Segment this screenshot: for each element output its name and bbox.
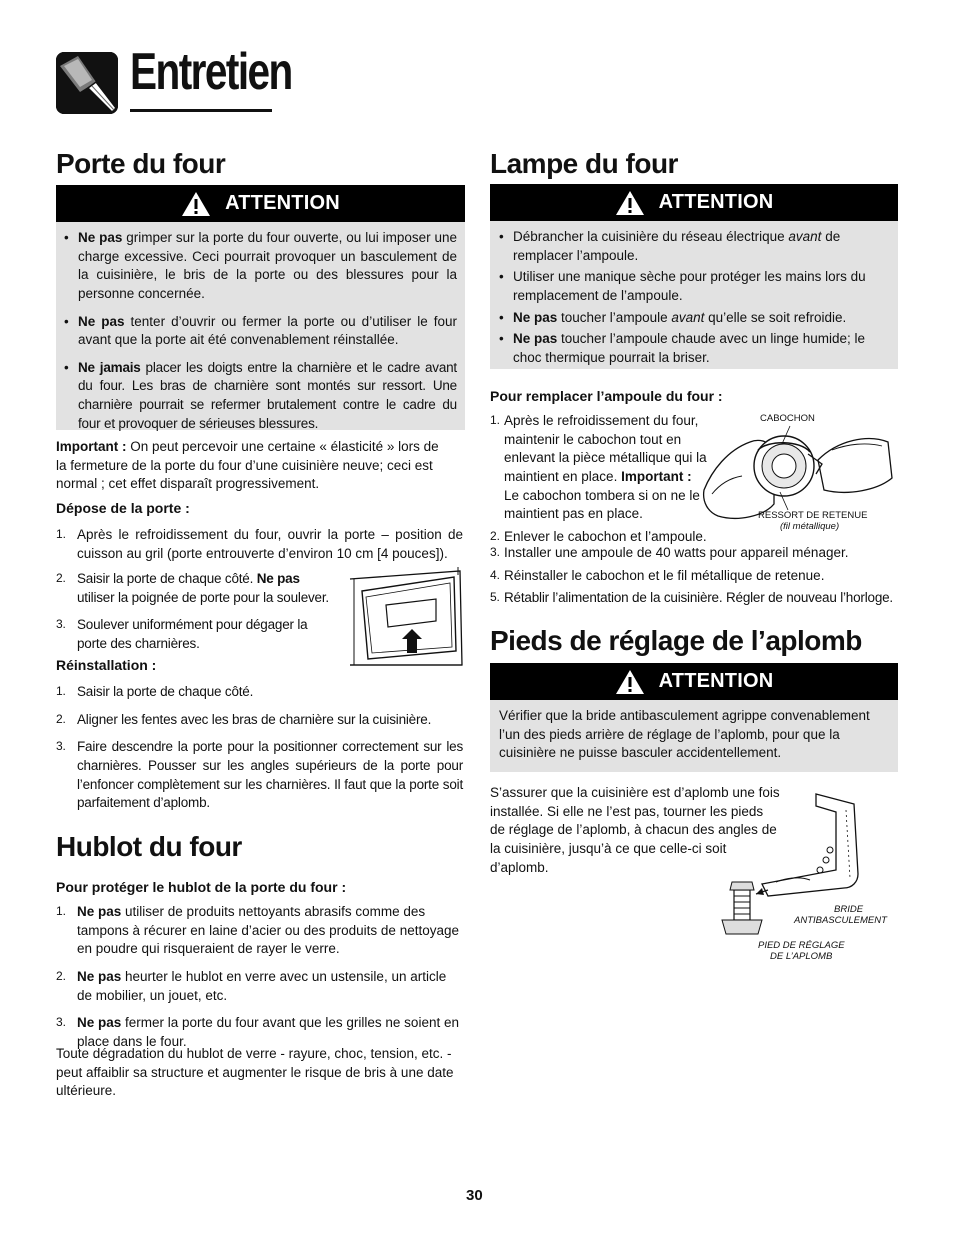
screwdriver-icon (56, 52, 118, 114)
label-bride: BRIDE (834, 904, 864, 915)
page-title: Entretien (130, 43, 292, 101)
attention-box-pieds (490, 700, 898, 772)
heading-hublot-du-four: Hublot du four (56, 831, 242, 862)
page-number: 30 (466, 1187, 483, 1204)
list-item: 2. Ne pas heurter le hublot en verre avec un ustensile, un article de mobilier, un jouet, etc. (56, 968, 447, 1003)
depose-steps (56, 526, 463, 572)
heading-remplacer-ampoule: Pour remplacer l’ampoule du four : (490, 388, 723, 404)
attention-bar-pieds (490, 663, 898, 700)
warning-list (64, 229, 457, 433)
list-item: • Utiliser une manique sèche pour protéger les mains lors du remplacement de l’ampoule. (499, 268, 890, 305)
list-item: • Ne pas grimper sur la porte du four ouverte, ou lui imposer une charge excessive. Ceci pourrait provoquer un basculement de la cuisinière, le bris de la porte ou des blessures pour la personne concernée. (64, 229, 457, 304)
oven-door-illustration (340, 567, 466, 669)
depose-steps-continued (56, 570, 340, 663)
attention-box-lampe (490, 221, 898, 369)
list-item: 1. Ne pas utiliser de produits nettoyants abrasifs comme des tampons à récurer en laine d’acier ou des produits de nettoyage en poudre qui risqueraient de rayer le verre. (56, 904, 459, 957)
hublot-closing: Toute dégradation du hublot de verre - rayure, choc, tension, etc. - peut affaiblir sa structure et augmenter le risque de bris à une date ultérieure. (56, 1046, 454, 1099)
warning-icon (181, 191, 211, 217)
warning-icon (615, 190, 645, 216)
list-item: 5. Rétablir l’alimentation de la cuisinière. Régler de nouveau l’horloge. (490, 590, 893, 606)
attention-bar-porte (56, 185, 465, 222)
attention-label: ATTENTION (658, 190, 774, 213)
list-item: 4. Réinstaller le cabochon et le fil métallique de retenue. (490, 567, 825, 583)
label-cabochon: CABOCHON (760, 413, 815, 424)
hublot-steps (56, 903, 463, 1060)
list-item: 1. Après le refroidissement du four, ouvrir la porte – position de cuisson au gril (porte entrouverte d’environ 10 cm [4 pouces]). (56, 527, 463, 561)
list-item: 2. Enlever le cabochon et l’ampoule. (490, 528, 707, 544)
heading-reinstallation: Réinstallation : (56, 657, 157, 673)
list-item: 1. Après le refroidissement du four, maintenir le cabochon tout en enlevant la pièce métallique qui la maintient en place. Important : Le cabochon tombera si on ne le maintient pas en place. (490, 413, 707, 522)
attention-label: ATTENTION (658, 669, 774, 692)
heading-porte-du-four: Porte du four (56, 148, 226, 179)
important-note: Important : On peut percevoir une certaine « élasticité » lors de la fermeture de la porte du four d’une cuisinière neuve; ceci est normal ; cet effet disparaît progressivement. (56, 439, 439, 492)
heading-lampe-du-four: Lampe du four (490, 148, 678, 179)
reinstallation-steps (56, 683, 463, 822)
label-de-l-aplomb: DE L’APLOMB (770, 951, 833, 962)
list-item: 3. Soulever uniformément pour dégager la porte des charnières. (56, 617, 308, 651)
warning-text: Vérifier que la bride antibasculement agrippe convenablement l’un des pieds arrière de réglage de l’aplomb, pour que la cuisinière ne puisse basculer accidentellement. (499, 708, 870, 761)
heading-pieds-reglage: Pieds de réglage de l’aplomb (490, 625, 862, 656)
title-underline (130, 109, 272, 112)
list-item: • Ne pas tenter d’ouvrir ou fermer la porte ou d’utiliser le four avant que la porte ait été convenablement réinstallée. (64, 313, 457, 350)
warning-list (499, 228, 890, 367)
list-item: 3. Ne pas fermer la porte du four avant que les grilles ne soient en place dans le four. (56, 1015, 459, 1049)
list-item: 3. Installer une ampoule de 40 watts pour appareil ménager. (490, 545, 849, 560)
list-item: • Débrancher la cuisinière du réseau électrique avant de remplacer l’ampoule. (499, 228, 890, 265)
label-ressort: RESSORT DE RETENUE (758, 510, 868, 521)
list-item: • Ne pas toucher l’ampoule chaude avec un linge humide; le choc thermique pourrait la briser. (499, 330, 890, 367)
lampe-steps (490, 412, 708, 550)
attention-bar-lampe (490, 184, 898, 221)
heading-proteger-hublot: Pour protéger le hublot de la porte du four : (56, 879, 347, 895)
list-item: 3. Faire descendre la porte pour la positionner correctement sur les charnières. Pousser sur les angles supérieurs de la porte pour l’enfoncer complètement sur les charnières. Il faut que la porte soit parfaitement d’aplomb. (56, 739, 463, 811)
attention-box-porte (56, 222, 465, 430)
list-item: • Ne jamais placer les doigts entre la charnière et le cadre avant du four. Les bras de charnière sont montés sur ressort. Une charnière pourrait se refermer brutalement contre le cadre du four et provoquer de sérieuses blessures. (64, 359, 457, 434)
pieds-body: S’assurer que la cuisinière est d’aplomb une fois installée. Si elle ne l’est pas, tourner les pieds de réglage de l’aplomb, à chacun des angles de la cuisinière, jusqu’à ce que celle-ci soit d’aplomb. (490, 785, 780, 875)
list-item: 2. Saisir la porte de chaque côté. Ne pas utiliser la poignée de porte pour la soulever. (56, 571, 329, 605)
list-item: 1. Saisir la porte de chaque côté. (56, 684, 254, 699)
list-item: 2. Aligner les fentes avec les bras de charnière sur la cuisinière. (56, 711, 432, 727)
list-item: • Ne pas toucher l’ampoule avant qu’elle se soit refroidie. (499, 309, 890, 328)
label-antibasculement: ANTIBASCULEMENT (794, 915, 887, 926)
heading-depose: Dépose de la porte : (56, 500, 190, 516)
attention-label: ATTENTION (225, 191, 340, 214)
label-fil-metallique: (fil métallique) (780, 521, 840, 532)
lampe-steps-continued (490, 544, 910, 612)
warning-icon (615, 669, 645, 695)
label-pied-reglage: PIED DE RÉGLAGE (758, 940, 845, 951)
